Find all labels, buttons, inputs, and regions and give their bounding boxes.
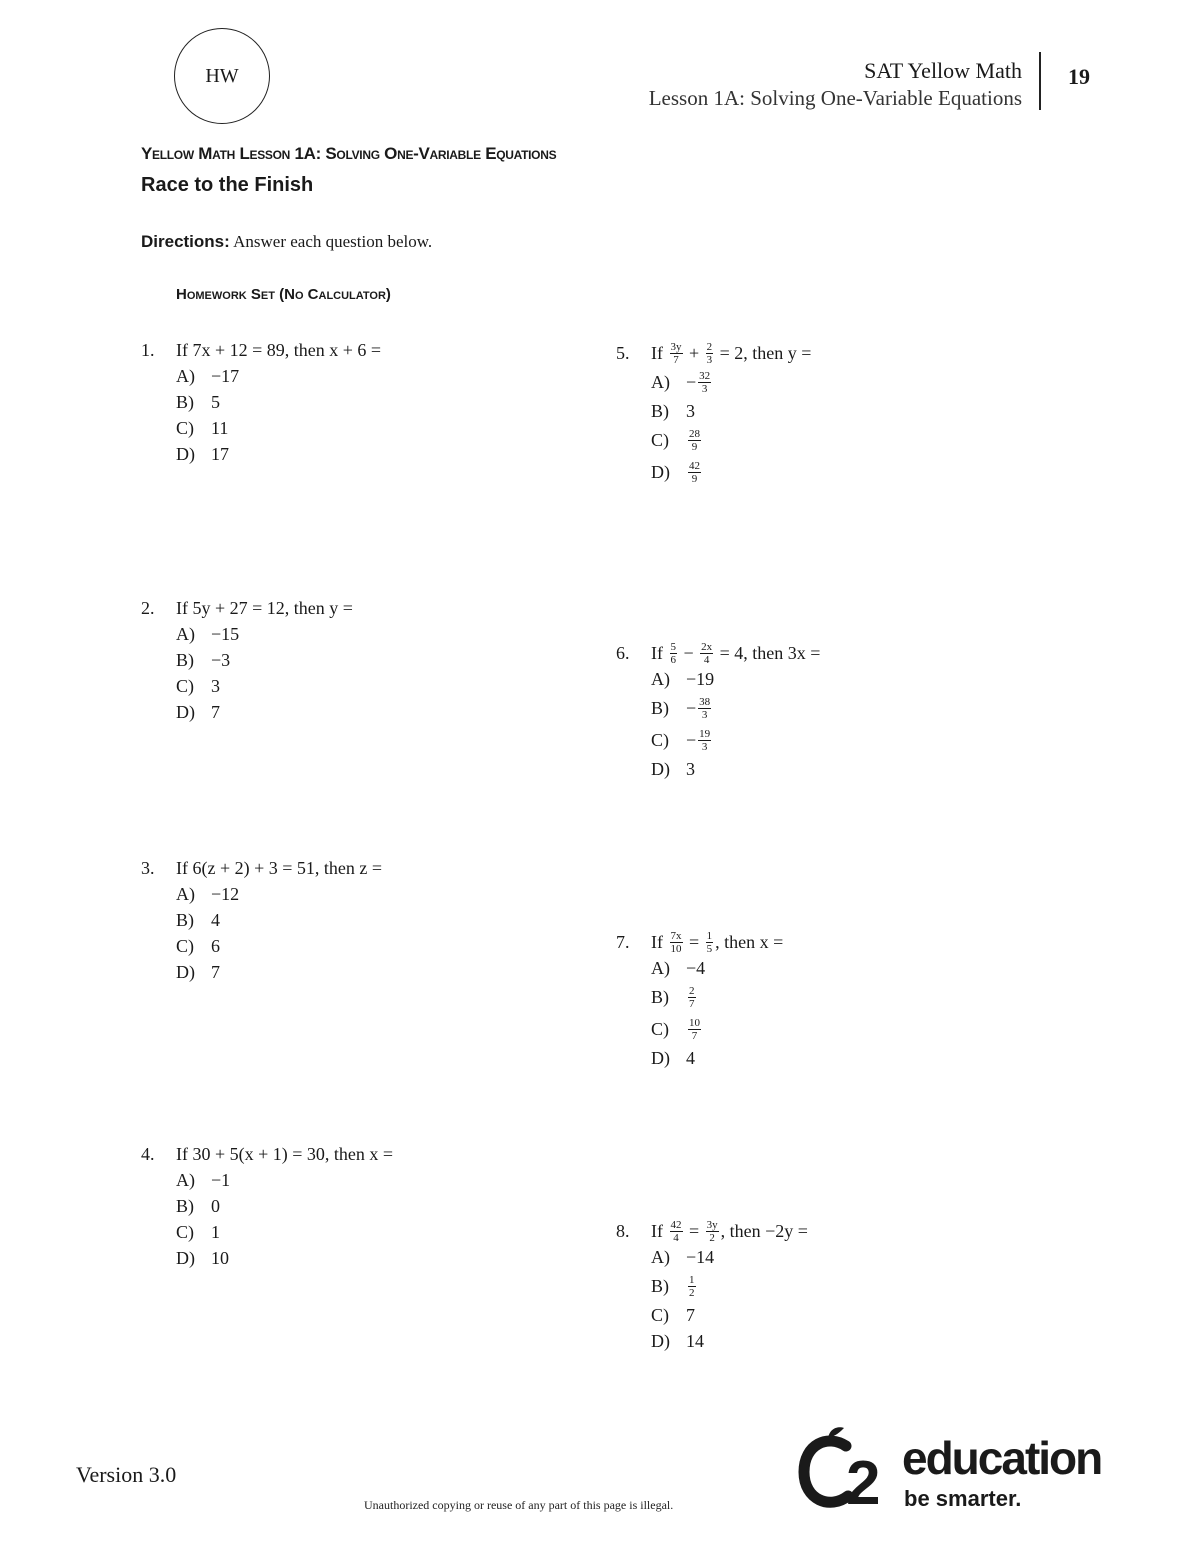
question-stem	[616, 640, 820, 666]
denominator: 9	[691, 440, 698, 453]
option-label: C)	[176, 676, 194, 696]
question-text-part: , then −2y =	[720, 1221, 808, 1241]
answer-option	[176, 933, 382, 959]
directions	[141, 232, 432, 252]
question-number: 8.	[616, 1221, 630, 1241]
option-label: D)	[176, 702, 195, 722]
question-stem	[616, 929, 783, 955]
denominator: 3	[701, 708, 708, 721]
option-label: B)	[176, 650, 194, 670]
option-value: −3	[211, 650, 231, 670]
answer-option	[651, 981, 783, 1013]
numerator: 42	[689, 459, 700, 472]
fraction	[706, 341, 714, 366]
option-label: A)	[651, 1247, 670, 1267]
option-value: 0	[211, 1196, 220, 1216]
numerator: 1	[689, 1273, 695, 1286]
option-label: D)	[176, 444, 195, 464]
answer-option	[651, 756, 820, 782]
option-label: C)	[651, 1019, 669, 1039]
numerator: 28	[689, 427, 700, 440]
answer-option	[176, 1245, 393, 1271]
directions-label: Directions:	[141, 232, 230, 251]
answer-option	[176, 647, 353, 673]
denominator: 2	[709, 1231, 715, 1244]
answer-option	[176, 1219, 393, 1245]
denominator: 7	[691, 1029, 698, 1042]
question-text-part: If	[651, 1221, 668, 1241]
numerator: 3y	[706, 1218, 718, 1231]
fraction	[706, 1219, 719, 1244]
question-number: 4.	[141, 1144, 155, 1164]
option-label: B)	[176, 910, 194, 930]
answer-option	[651, 424, 811, 456]
denominator: 7	[673, 353, 679, 366]
answer-option	[651, 1302, 808, 1328]
option-label: B)	[651, 401, 669, 421]
option-label: A)	[176, 366, 195, 386]
answer-option	[651, 666, 820, 692]
denominator: 9	[691, 472, 698, 485]
question-1	[141, 337, 381, 467]
option-label: A)	[651, 958, 670, 978]
option-value: 11	[211, 418, 229, 438]
question-text: If 7x + 12 = 89, then x + 6 =	[176, 340, 382, 360]
denominator: 3	[701, 740, 708, 753]
option-label: A)	[651, 669, 670, 689]
legal-notice: Unauthorized copying or reuse of any part of this page is illegal.	[364, 1498, 674, 1512]
option-label: A)	[651, 372, 670, 392]
denominator: 6	[670, 653, 676, 666]
denominator: 3	[701, 382, 708, 395]
question-text-part: = 2, then y =	[715, 343, 812, 363]
option-value: 3	[686, 401, 695, 421]
fraction	[700, 641, 713, 666]
numerator: 2x	[701, 640, 713, 653]
answer-option	[176, 621, 353, 647]
denominator: 7	[689, 997, 695, 1010]
option-label: B)	[176, 392, 194, 412]
numerator: 2	[706, 340, 713, 353]
option-label: C)	[651, 730, 669, 750]
option-label: D)	[651, 462, 670, 482]
answer-option	[651, 1013, 783, 1045]
option-fraction	[698, 696, 711, 721]
page-number: 19	[1068, 64, 1090, 89]
question-stem	[141, 595, 353, 621]
option-fraction	[698, 728, 711, 753]
question-2	[141, 595, 353, 725]
option-value: 7	[211, 702, 220, 722]
denominator: 4	[703, 653, 710, 666]
question-text: If 6(z + 2) + 3 = 51, then z =	[176, 858, 383, 878]
question-text: If 5y + 27 = 12, then y =	[176, 598, 353, 618]
option-label: A)	[176, 624, 195, 644]
option-label: D)	[651, 1048, 670, 1068]
numerator: 3y	[670, 340, 682, 353]
option-label: B)	[651, 987, 669, 1007]
logo-wordmark: education	[902, 1432, 1102, 1484]
question-8	[616, 1218, 808, 1354]
question-3	[141, 855, 382, 985]
option-sign: −	[686, 730, 697, 750]
option-fraction	[688, 1017, 701, 1042]
option-value: 3	[211, 676, 220, 696]
answer-option	[651, 1270, 808, 1302]
answer-option	[176, 363, 381, 389]
option-label: B)	[176, 1196, 194, 1216]
option-fraction	[688, 985, 696, 1010]
question-text-part: +	[684, 343, 704, 363]
logo-tagline: be smarter.	[904, 1486, 1022, 1511]
answer-options	[176, 621, 353, 725]
fraction	[670, 641, 678, 666]
denominator: 10	[670, 942, 682, 955]
numerator: 38	[699, 695, 711, 708]
fraction	[670, 341, 683, 366]
option-label: C)	[176, 936, 194, 956]
denominator: 2	[689, 1286, 695, 1299]
option-label: D)	[651, 759, 670, 779]
question-text-part: If	[651, 932, 668, 952]
option-value: −4	[686, 958, 706, 978]
answer-option	[651, 456, 811, 488]
option-label: C)	[651, 430, 669, 450]
option-label: D)	[176, 1248, 195, 1268]
question-7	[616, 929, 783, 1071]
numerator: 10	[689, 1016, 700, 1029]
option-value: 5	[211, 392, 220, 412]
answer-options	[651, 366, 811, 488]
question-number: 2.	[141, 598, 155, 618]
c2-education-logo	[798, 1424, 1148, 1518]
option-value: −12	[211, 884, 240, 904]
option-value: 4	[686, 1048, 695, 1068]
question-stem	[616, 1218, 808, 1244]
answer-option	[176, 441, 381, 467]
option-label: D)	[176, 962, 195, 982]
numerator: 7x	[670, 929, 682, 942]
fraction	[670, 1219, 683, 1244]
question-stem	[616, 340, 811, 366]
fraction	[670, 930, 683, 955]
option-value: −1	[211, 1170, 231, 1190]
option-value: 4	[211, 910, 220, 930]
question-4	[141, 1141, 393, 1271]
answer-options	[176, 1167, 393, 1271]
option-fraction	[688, 1274, 696, 1299]
option-value: 6	[211, 936, 220, 956]
option-label: B)	[651, 1276, 669, 1296]
directions-text: Answer each question below.	[229, 232, 433, 251]
question-number: 7.	[616, 932, 630, 952]
numerator: 42	[670, 1218, 682, 1231]
book-title: SAT Yellow Math	[864, 58, 1022, 83]
option-label: A)	[176, 1170, 195, 1190]
option-label: C)	[176, 418, 194, 438]
answer-option	[651, 366, 811, 398]
option-value: 17	[211, 444, 229, 464]
lesson-title: Yellow Math Lesson 1A: Solving One-Variable Equations	[141, 144, 557, 163]
answer-option	[651, 955, 783, 981]
option-value: −15	[211, 624, 240, 644]
answer-option	[176, 415, 381, 441]
logo-two: 2	[846, 1449, 881, 1514]
answer-option	[651, 398, 811, 424]
option-fraction	[688, 428, 701, 453]
answer-options	[651, 955, 783, 1071]
answer-option	[176, 673, 353, 699]
answer-option	[651, 692, 820, 724]
option-sign: −	[686, 372, 697, 392]
header-divider	[1039, 52, 1041, 110]
version-label: Version 3.0	[76, 1462, 177, 1487]
logo-c-shape	[804, 1441, 848, 1502]
question-text-part: −	[679, 643, 699, 663]
question-number: 5.	[616, 343, 630, 363]
option-value: −17	[211, 366, 240, 386]
option-sign: −	[686, 698, 697, 718]
question-stem	[141, 855, 382, 881]
option-value: 3	[686, 759, 695, 779]
option-value: 7	[211, 962, 220, 982]
answer-option	[651, 1045, 783, 1071]
answer-option	[651, 1328, 808, 1354]
answer-option	[176, 1167, 393, 1193]
hw-badge-label: HW	[205, 64, 239, 87]
answer-options	[176, 881, 382, 985]
denominator: 3	[706, 353, 713, 366]
question-5	[616, 340, 811, 488]
denominator: 4	[673, 1231, 679, 1244]
logo-graphic	[798, 1424, 1148, 1514]
fraction	[706, 930, 714, 955]
lesson-subheading: Race to the Finish	[141, 174, 314, 196]
question-number: 3.	[141, 858, 155, 878]
option-label: B)	[651, 698, 669, 718]
answer-option	[651, 1244, 808, 1270]
question-text-part: = 4, then 3x =	[715, 643, 821, 663]
hw-badge	[174, 28, 270, 124]
answer-option	[176, 699, 353, 725]
option-label: C)	[651, 1305, 669, 1325]
question-text: If 30 + 5(x + 1) = 30, then x =	[176, 1144, 394, 1164]
question-text-part: If	[651, 343, 668, 363]
question-text-part: , then x =	[715, 932, 784, 952]
numerator: 1	[706, 929, 713, 942]
set-title: Homework Set (No Calculator)	[176, 286, 391, 303]
answer-options	[651, 666, 820, 782]
numerator: 32	[699, 369, 711, 382]
question-number: 1.	[141, 340, 155, 360]
option-value: 1	[211, 1222, 220, 1242]
numerator: 5	[670, 640, 676, 653]
option-fraction	[688, 460, 701, 485]
option-label: D)	[651, 1331, 670, 1351]
question-text-part: =	[684, 932, 704, 952]
question-text-part: If	[651, 643, 668, 663]
numerator: 2	[689, 984, 695, 997]
question-number: 6.	[616, 643, 630, 663]
answer-option	[176, 1193, 393, 1219]
option-value: −14	[686, 1247, 715, 1267]
answer-options	[176, 363, 381, 467]
option-value: −19	[686, 669, 715, 689]
question-stem	[141, 337, 381, 363]
answer-options	[651, 1244, 808, 1354]
answer-option	[651, 724, 820, 756]
option-label: A)	[176, 884, 195, 904]
numerator: 19	[699, 727, 711, 740]
answer-option	[176, 389, 381, 415]
option-value: 7	[686, 1305, 695, 1325]
option-value: 10	[211, 1248, 229, 1268]
question-stem	[141, 1141, 393, 1167]
option-value: 14	[686, 1331, 704, 1351]
answer-option	[176, 959, 382, 985]
option-label: C)	[176, 1222, 194, 1242]
answer-option	[176, 881, 382, 907]
question-text-part: =	[684, 1221, 704, 1241]
denominator: 5	[706, 942, 713, 955]
lesson-subtitle: Lesson 1A: Solving One-Variable Equations	[648, 86, 1022, 110]
answer-option	[176, 907, 382, 933]
question-6	[616, 640, 820, 782]
option-fraction	[698, 370, 711, 395]
